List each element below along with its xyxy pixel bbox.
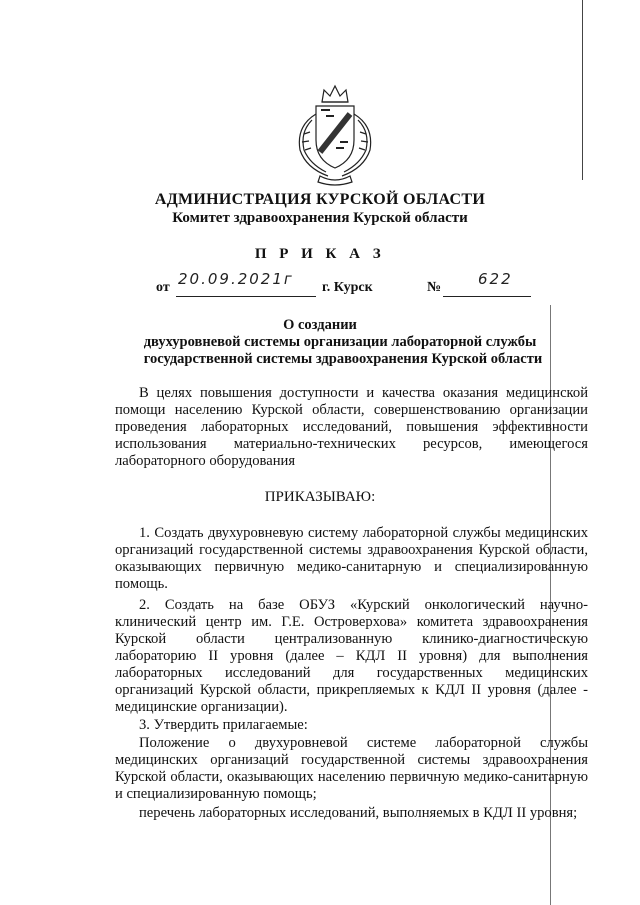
order-date-handwritten: 20.09.2021г <box>178 270 294 288</box>
number-underline <box>443 296 531 297</box>
order-item-3-regulation: Положение о двухуровневой системе лабораторной службы медицинских организаций государственной системы здравоохранения Курской области, оказывающих населению первичную медико-санитарную и специализированную помощь; <box>115 735 588 802</box>
order-number-handwritten: 622 <box>478 270 513 288</box>
order-number-label: № <box>427 280 442 295</box>
document-type-title: П Р И К А З <box>254 246 386 262</box>
organization-name: АДМИНИСТРАЦИЯ КУРСКОЙ ОБЛАСТИ <box>154 191 486 208</box>
order-item-3: 3. Утвердить прилагаемые: <box>139 717 308 733</box>
date-underline <box>176 296 316 297</box>
coat-of-arms-emblem <box>290 80 380 188</box>
department-name: Комитет здравоохранения Курской области <box>172 210 468 226</box>
order-city: г. Курск <box>322 280 373 295</box>
preamble-paragraph: В целях повышения доступности и качества оказания медицинской помощи населению Курской области, совершенствованию организации проведения лабораторных исследований, повышения эффективности использования материально-технических ресурсов, имеющегося лабораторного оборудования <box>115 385 588 469</box>
subject-line-1: О создании <box>283 317 357 333</box>
order-item-3-list: перечень лабораторных исследований, выполняемых в КДЛ II уровня; <box>139 805 578 821</box>
subject-line-2: двухуровневой системы организации лабораторной службы <box>143 334 537 350</box>
order-date-label: от <box>156 280 170 295</box>
scan-edge-line-top <box>582 0 583 180</box>
subject-line-3: государственной системы здравоохранения Курской области <box>143 351 543 367</box>
order-item-2: 2. Создать на базе ОБУЗ «Курский онкологический научно-клинический центр им. Г.Е. Островерхова» комитета здравоохранения Курской области централизованную клинико-диагностическую лабораторию II уровня (далее – КДЛ II уровня) для выполнения лабораторных исследований для государственных медицинских организаций Курской области, прикрепляемых к КДЛ II уровня (далее - медицинские организации). <box>115 597 588 715</box>
order-word: ПРИКАЗЫВАЮ: <box>264 489 376 505</box>
order-item-1: 1. Создать двухуровневую систему лабораторной службы медицинских организаций государственной системы здравоохранения Курской области, оказывающих первичную медико-санитарную и специализированную помощь. <box>115 525 588 592</box>
